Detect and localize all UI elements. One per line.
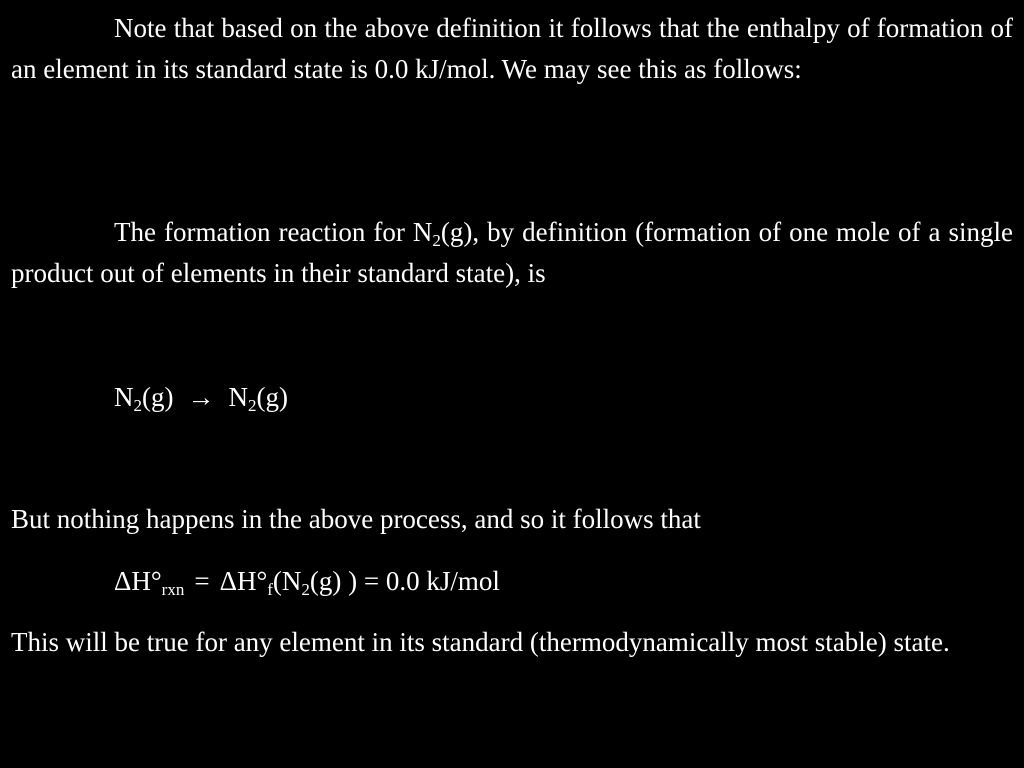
- rxn-subscript: rxn: [161, 580, 185, 599]
- reactant-subscript: 2: [133, 396, 142, 415]
- paragraph-enthalpy-note: Note that based on the above definition it follows that the enthalpy of formation of an element in its standard state is 0.0 kJ/mol. We may see this as follows:: [11, 13, 1013, 84]
- nitrogen-subscript: 2: [432, 231, 441, 250]
- nitrogen-open: (N: [272, 566, 302, 596]
- arrow-right-icon: →: [187, 382, 215, 412]
- product-subscript: 2: [247, 396, 257, 415]
- reactant-symbol: N: [114, 382, 134, 412]
- reactant-state: (g): [142, 382, 174, 412]
- paragraph-conclusion: This will be true for any element in its standard (thermodynamically most stable) state.: [11, 627, 950, 657]
- paragraph-formation-text-end: (g), by definition (formation of one mole of a single product out of elements in their standard state), is: [11, 217, 1014, 288]
- equation-result: (g) ) = 0.0 kJ/mol: [309, 566, 500, 596]
- nitrogen-eq-subscript: 2: [301, 580, 310, 599]
- delta-h-rxn-symbol: ΔH°: [114, 566, 162, 596]
- equals-sign: =: [194, 566, 210, 596]
- f-subscript: f: [267, 580, 273, 599]
- paragraph-formation-reaction: [11, 212, 1013, 294]
- paragraph-formation-text-start: The formation reaction for N: [114, 217, 433, 247]
- delta-h-f-symbol: ΔH°: [219, 566, 268, 596]
- reaction-equation: [114, 377, 288, 418]
- product-symbol: N: [228, 382, 248, 412]
- product-state: (g): [256, 382, 288, 412]
- enthalpy-equation: [114, 561, 500, 602]
- paragraph-nothing-happens: But nothing happens in the above process, and so it follows that: [11, 504, 701, 534]
